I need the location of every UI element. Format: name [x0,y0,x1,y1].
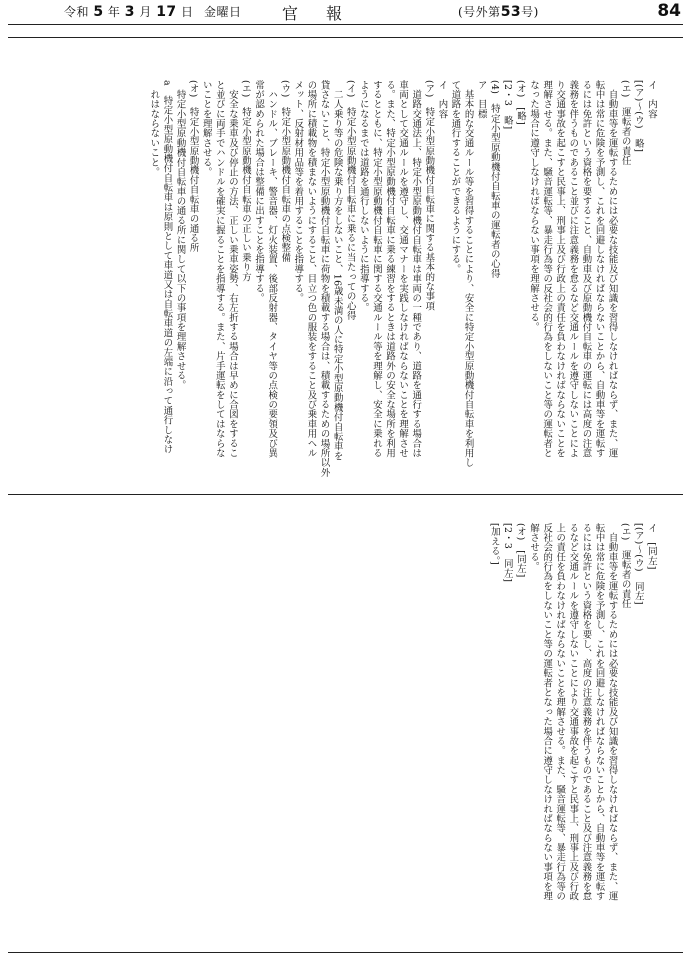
text-line: (ア) 特定小型原動機付自転車に関する基本的な事項 [423,80,435,311]
text-line: の場所に積載物を積まないようにすること、目立つ色の服装をすること及び乗車用ヘル [305,80,317,458]
text-line: (エ) 特定小型原動機付自転車の正しい乗り方 [240,80,251,282]
text-line: ア 目標 [475,80,487,119]
text-line: 理解させる。また、騒音運転等、暴走行為等の反社会的行為をしないこと等の運転者と [541,80,553,458]
page-header [0,0,691,24]
text-line: 転中は常に危険を予測し、これを回避しなければならないことから、自動車等を運転す [593,80,605,458]
text-line: 転中は常に危険を予測し、これを回避しなければならないことから、自動車等を運転す [593,523,605,901]
text-line: するとともに、特定小型原動機付自転車に関する交通ルール等を理解し、安全に乗れる [370,80,382,458]
issue-number-value: 53 [500,4,522,20]
text-line: (オ) [同左] [514,523,526,578]
date-month: 3 [124,4,136,20]
date-day-unit: 日 [181,5,194,19]
header-rule [8,24,683,25]
text-line: 上の責任を負わなければならないことを理解させる。また、騒音運転等、暴走行為等の [554,523,566,901]
text-line: (オ) [略] [514,80,526,125]
text-line: 反社会的行為をしないこと等の運転者となった場合に遵守しなければならない事項を理 [541,523,553,901]
text-line: 特定小型原動機付自転車の通る所に関して以下の事項を理解させる。 [174,80,186,391]
text-line: と並びに両手でハンドルを確実に握ることを指導する。また、片手運転をしてはならな [213,80,225,458]
text-line: 基本的な交通ルール等を習得することにより、安全に特定小型原動機付自転車を利用し [462,80,474,468]
text-line: [(ア)〜(ウ) 同左] [632,523,644,605]
text-line: イ [同左] [645,523,657,570]
text-line: 安全な乗車及び停止の方法、正しい乗車姿勢、右左折する場合は早めに合図をするこ [226,80,238,458]
issue-date [64,3,194,20]
gazette-title: 官報 [282,4,371,23]
text-line: 義務を伴うものであること並びに注意義務を怠るなど交通ルールを遵守しないことによ [567,80,579,458]
date-year-unit: 年 [107,5,121,19]
text-line: (エ) 運転者の責任 [619,80,631,166]
lower-text-block [475,523,671,943]
text-line: るなど交通ルールを遵守しないことにより交通事故を起こすと民事上、刑事上及び行政 [567,523,579,901]
text-line: て道路を通行することができるようにする。 [449,80,461,274]
text-line: イ 内容 [436,80,448,119]
text-line: いことを理解させる。 [200,80,212,177]
text-line: るには免許という資格を要し、高度の注意義務を伴うものであること及び注意義務を怠 [580,523,592,901]
issue-suffix: 号) [521,5,539,19]
block-divider [8,494,683,495]
text-line: a 特定小型原動機付自転車は原則として車道又は自転車道の左端に沿って通行しなけ [161,80,173,455]
lower-frame-bottom [8,952,683,953]
upper-frame-top [8,37,683,38]
page-number: 84 [657,1,681,21]
text-line: [2・3 略] [501,80,513,130]
text-line: 車両として交通ルールを遵守し、交通マナーを実践しなければならないことを理解させ [397,80,409,458]
date-month-unit: 月 [139,5,152,19]
text-line: るには免許という資格を要すること、自動車及び原動機付自転車の運転には高度の注意 [580,80,592,458]
upper-text-block [134,80,671,492]
text-line: なった場合に遵守しなければならない事項を理解させる。 [528,80,540,332]
text-line: ようになるまでは道路を通行しないように指導する。 [357,80,369,313]
text-line: り交通事故を起こすと民事上、刑事上及び行政上の責任を負わなければならないことを [554,80,566,458]
text-line: 道路交通法上、特定小型原動機付自転車は車両の一種であり、道路を通行する場合は [410,80,422,458]
text-line: (4) 特定小型原動機付自転車の運転者の心得 [488,80,500,279]
issue-prefix: (号外第 [458,5,501,19]
weekday: 金曜日 [204,5,242,19]
text-line: メット、反射材用品等を着用することを指導する。 [292,80,304,303]
issue-number [458,3,539,20]
text-line: (イ) 特定小型原動機付自転車に乗るに当たっての心得 [344,80,356,321]
text-line: [(ア)〜(ウ) 略] [632,80,644,153]
text-line: (オ) 特定小型原動機付自転車の通る所 [187,80,199,253]
text-line: [加える。] [488,523,500,565]
text-line: [2・3 同左] [501,523,513,583]
date-day: 17 [156,4,177,20]
text-line: (ウ) 特定小型原動機付自転車の点検整備 [279,80,291,263]
text-line: る。また、特定小型原動機付自転車に乗る練習をするときは道路外の安全な場所を利用 [384,80,396,458]
text-line: 貸さないこと、特定小型原動機付自転車に荷物を積載する場合は、積載するための場所以外 [318,80,330,478]
text-line: ハンドル、ブレーキ、警音器、灯火装置、後部反射器、タイヤ等の点検の要領及び異 [266,80,278,458]
text-line: 自動車等を運転するためには必要な技能及び知識を習得しなければならず、また、運 [606,523,618,901]
text-line: れはならないこと。 [148,80,160,177]
text-line: 二人乗り等の危険な乗り方をしないこと、16歳未満の人に特定小型原動機付自転車を [331,80,343,461]
text-line: 常が認められた場合は整備に出すことを指導する。 [253,80,265,303]
text-line: (エ) 運転者の責任 [619,523,631,609]
text-line: 解させる。 [528,523,540,572]
date-year: 5 [93,4,104,20]
date-era: 令和 [64,5,90,19]
text-line: イ 内容 [645,80,657,119]
text-line: 自動車等を運転するためには必要な技能及び知識を習得しなければならず、また、運 [606,80,618,458]
